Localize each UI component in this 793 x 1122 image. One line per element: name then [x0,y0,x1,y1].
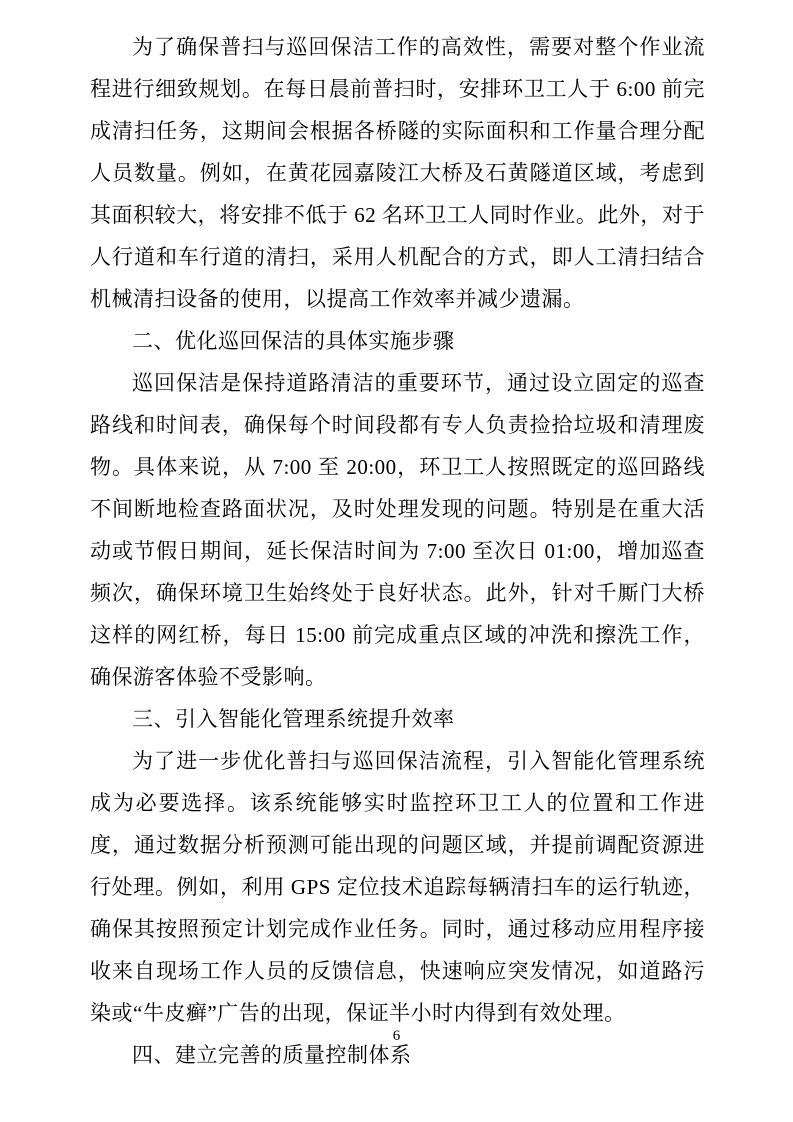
paragraph-sweep-planning: 为了确保普扫与巡回保洁工作的高效性，需要对整个作业流程进行细致规划。在每日晨前普扫时，安排环卫工人于 6:00 前完成清扫任务，这期间会根据各桥隧的实际面积和工作量合理分配人员数量。例如，在黄花园嘉陵江大桥及石黄隧道区域，考虑到其面积较大，将安排不低于 62 名环卫工人同时作业。此外，对于人行道和车行道的清扫，采用人机配合的方式，即人工清扫结合机械清扫设备的使用，以提高工作效率并减少遗漏。 [90,35,705,311]
document-body [90,26,705,1076]
paragraph-patrol-cleaning: 巡回保洁是保持道路清洁的重要环节，通过设立固定的巡查路线和时间表，确保每个时间段都有专人负责捡拾垃圾和清理废物。具体来说，从 7:00 至 20:00，环卫工人按照既定的巡回路线不间断地检查路面状况，及时处理发现的问题。特别是在重大活动或节假日期间，延长保洁时间为 7:00 至次日 01:00，增加巡查频次，确保环境卫生始终处于良好状态。此外，针对千厮门大桥这样的网红桥，每日 15:00 前完成重点区域的冲洗和擦洗工作，确保游客体验不受影响。 [90,371,705,689]
page-number: 6 [392,1028,401,1044]
paragraph-smart-management: 为了进一步优化普扫与巡回保洁流程，引入智能化管理系统成为必要选择。该系统能够实时监控环卫工人的位置和工作进度，通过数据分析预测可能出现的问题区域，并提前调配资源进行处理。例如，利用 GPS 定位技术追踪每辆清扫车的运行轨迹，确保其按照预定计划完成作业任务。同时，通过移动应用程序接收来自现场工作人员的反馈信息，快速响应突发情况，如道路污染或“牛皮癣”广告的出现，保证半小时内得到有效处理。 [90,749,705,1025]
section-heading-4: 四、建立完善的质量控制体系 [132,1043,412,1067]
section-heading-3: 三、引入智能化管理系统提升效率 [132,707,455,731]
section-heading-2: 二、优化巡回保洁的具体实施步骤 [132,329,455,353]
